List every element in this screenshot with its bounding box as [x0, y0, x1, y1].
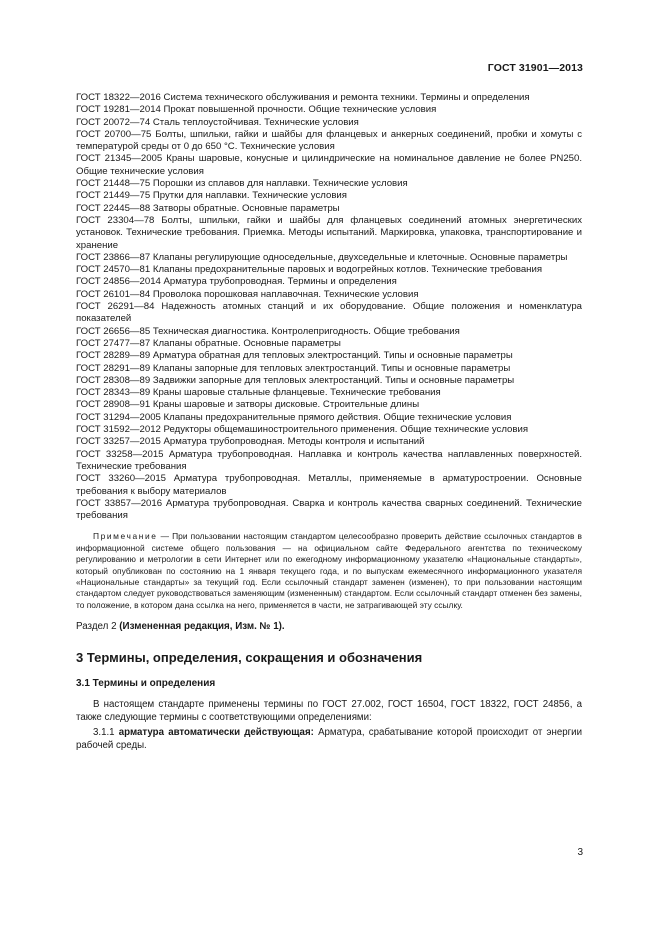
note-text: — При пользовании настоящим стандартом целесообразно проверить действие ссылочных стандартов в информационной системе общего пользования — на официальном сайте Федерального агентства по техническому регулированию и метрологии в сети Интернет или по ежегодному информационному указателю «Национальные стандарты», который опубликован по состоянию на 1 января текущего года, и по выпускам ежемесячного информационного указателя «Национальные стандарты» за текущий год. Если ссылочный стандарт заменен (изменен), то при пользовании настоящим стандартом следует руководствоваться заменяющим (измененным) стандартом. Если ссылочный стандарт отменен без замены, то положение, в котором дана ссылка на него, применяется в части, не затрагивающей эту ссылку. [76, 531, 582, 610]
page-number: 3 [577, 847, 583, 858]
reference-item: ГОСТ 28908—91 Краны шаровые и затворы дисковые. Строительные длины [76, 399, 420, 411]
term-name: арматура автоматически действующая: [118, 727, 314, 739]
reference-item: ГОСТ 18322—2016 Система технического обслуживания и ремонта техники. Термины и определения [76, 92, 530, 103]
reference-item: ГОСТ 26656—85 Техническая диагностика. Контролепригодность. Общие требования [76, 325, 460, 337]
reference-item: ГОСТ 26291—84 Надежность атомных станций и их оборудование. Общие положения и номенклатура показателей [76, 301, 582, 325]
term-3-1-1: 3.1.1 арматура автоматически действующая: Арматура, срабатывание которой происходит от энергии рабочей среды. [76, 727, 582, 752]
term-definition: Арматура, срабатывание которой происходит от энергии рабочей среды. [76, 727, 582, 752]
reference-item: ГОСТ 22445—88 Затворы обратные. Основные параметры [76, 202, 340, 214]
reference-item: ГОСТ 21345—2005 Краны шаровые, конусные и цилиндрические на номинальное давление не более PN250. Общие технические условия [76, 153, 582, 177]
note-label: Примечание [93, 531, 158, 542]
note-block [76, 531, 582, 611]
reference-item: ГОСТ 31294—2005 Клапаны предохранительные прямого действия. Общие технические условия [76, 411, 512, 423]
reference-item: ГОСТ 33258—2015 Арматура трубопроводная. Наплавка и контроль качества наплавленных поверхностей. Технические требования [76, 448, 582, 472]
section-3-heading: 3 Термины, определения, сокращения и обозначения [76, 650, 423, 666]
reference-item: ГОСТ 24856—2014 Арматура трубопроводная. Термины и определения [76, 276, 397, 288]
reference-item: ГОСТ 20700—75 Болты, шпильки, гайки и шайбы для фланцевых и анкерных соединений, пробки и хомуты с температурой среды от 0 до 650 °С. Технические условия [76, 128, 582, 153]
reference-item: ГОСТ 19281—2014 Прокат повышенной прочности. Общие технические условия [76, 104, 437, 116]
reference-item: ГОСТ 21448—75 Порошки из сплавов для наплавки. Технические условия [76, 178, 408, 190]
reference-item: ГОСТ 33857—2016 Арматура трубопроводная. Сварка и контроль качества сварных соединений. Технические требования [76, 497, 582, 522]
reference-item: ГОСТ 24570—81 Клапаны предохранительные паровых и водогрейных котлов. Технические требования [76, 264, 543, 276]
reference-item: ГОСТ 28291—89 Клапаны запорные для тепловых электростанций. Типы и основные параметры [76, 362, 511, 374]
reference-item: ГОСТ 28289—89 Арматура обратная для тепловых электростанций. Типы и основные параметры [76, 350, 513, 362]
reference-item: ГОСТ 23866—87 Клапаны регулирующие односедельные, двухседельные и клеточные. Основные параметры [76, 251, 568, 263]
amendment-line: Раздел 2 (Измененная редакция, Изм. № 1). [76, 621, 285, 633]
reference-item: ГОСТ 28343—89 Краны шаровые стальные фланцевые. Технические требования [76, 387, 441, 399]
intro-paragraph: В настоящем стандарте применены термины по ГОСТ 27.002, ГОСТ 16504, ГОСТ 18322, ГОСТ 24856, а также следующие термины с соответствующими определениями: [76, 699, 582, 724]
standard-header: ГОСТ 31901—2013 [487, 62, 583, 74]
references-list [76, 92, 582, 522]
reference-item: ГОСТ 27477—87 Клапаны обратные. Основные параметры [76, 337, 341, 349]
reference-item: ГОСТ 26101—84 Проволока порошковая наплавочная. Технические условия [76, 288, 419, 300]
reference-item: ГОСТ 20072—74 Сталь теплоустойчивая. Технические условия [76, 116, 359, 128]
reference-item: ГОСТ 31592—2012 Редукторы общемашиностроительного применения. Общие технические условия [76, 424, 529, 436]
reference-item: ГОСТ 21449—75 Прутки для наплавки. Технические условия [76, 190, 347, 202]
reference-item: ГОСТ 33257—2015 Арматура трубопроводная. Методы контроля и испытаний [76, 436, 425, 448]
reference-item: ГОСТ 33260—2015 Арматура трубопроводная. Металлы, применяемые в арматуростроении. Основные требования к выбору материалов [76, 473, 582, 497]
reference-item: ГОСТ 23304—78 Болты, шпильки, гайки и шайбы для фланцевых соединений атомных энергетических установок. Технические требования. Приемка. Методы испытаний. Маркировка, упаковка, транспортирование и хранение [76, 214, 582, 251]
page-content [76, 92, 582, 752]
section-3-1-heading: 3.1 Термины и определения [76, 678, 216, 690]
reference-item: ГОСТ 28308—89 Задвижки запорные для тепловых электростанций. Типы и основные параметры [76, 374, 515, 386]
